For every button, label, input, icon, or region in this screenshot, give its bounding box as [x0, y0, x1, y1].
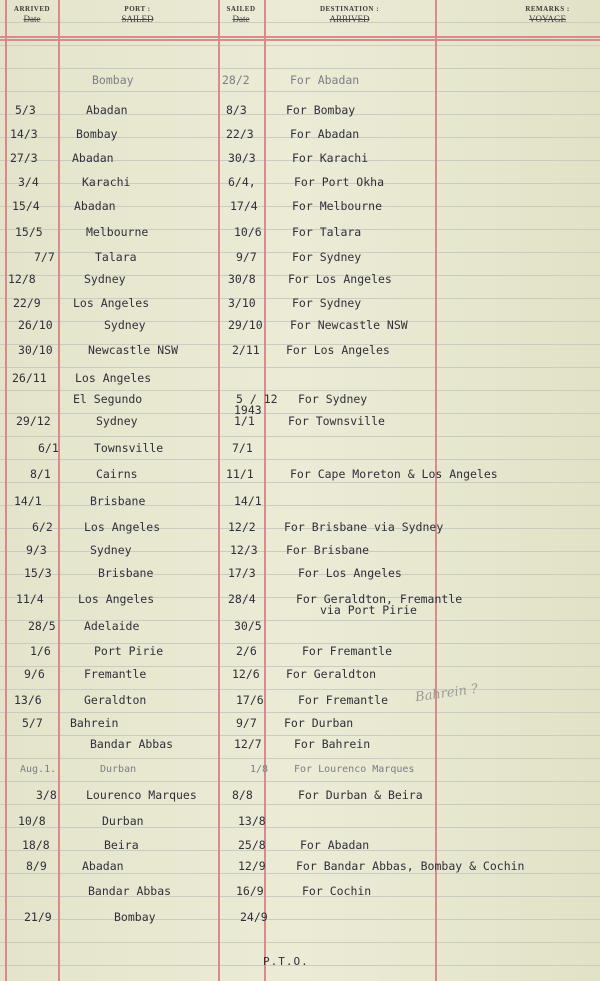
row-sailed: 7/1 — [232, 441, 253, 455]
row-arrived: 14/1 — [14, 494, 42, 508]
column-rule — [264, 0, 266, 981]
row-port: Sydney — [84, 272, 126, 286]
row-port: Cairns — [96, 467, 138, 481]
row-destination: For Abadan — [290, 127, 360, 141]
row-sailed: 17/6 — [236, 693, 264, 707]
row-destination: For Fremantle — [298, 693, 389, 707]
row-arrived: 8/9 — [26, 859, 47, 873]
row-arrived: 1/6 — [30, 644, 51, 658]
row-port: Los Angeles — [84, 520, 161, 534]
row-port: Beira — [104, 838, 139, 852]
row-arrived: 13/6 — [14, 693, 42, 707]
row-port: Newcastle NSW — [88, 343, 179, 357]
row-port: Bandar Abbas — [88, 884, 172, 898]
header-rule — [0, 39, 600, 41]
row-port: Los Angeles — [75, 371, 152, 385]
row-sailed: 9/7 — [236, 716, 257, 730]
row-sailed: 30/5 — [234, 619, 262, 633]
header-arrived-label: ARRIVED — [13, 5, 51, 13]
row-arrived: 8/1 — [30, 467, 51, 481]
row-destination: For Sydney — [292, 250, 362, 264]
header-port-label: PORT : — [124, 5, 151, 13]
row-sailed: 22/3 — [226, 127, 254, 141]
row-sailed: 1/8 — [250, 764, 269, 775]
row-destination: For Abadan — [300, 838, 370, 852]
header-destination — [266, 5, 433, 24]
header-port — [60, 5, 215, 24]
row-port: Sydney — [104, 318, 146, 332]
row-arrived: 11/4 — [16, 592, 44, 606]
row-sailed: 1/1 — [234, 414, 255, 428]
row-sailed: 12/3 — [230, 543, 258, 557]
row-arrived: 21/9 — [24, 910, 52, 924]
row-destination: For Brisbane — [286, 543, 370, 557]
row-sailed: 12/9 — [238, 859, 266, 873]
row-destination: For Sydney — [298, 392, 368, 406]
row-destination: For Fremantle — [302, 644, 393, 658]
row-destination: For Durban & Beira — [298, 788, 423, 802]
row-destination: For Bahrein — [294, 737, 371, 751]
row-arrived: 10/8 — [18, 814, 46, 828]
row-arrived: 30/10 — [18, 343, 53, 357]
row-port: Abadan — [74, 199, 116, 213]
row-port: Karachi — [82, 175, 131, 189]
row-arrived: 15/4 — [12, 199, 40, 213]
row-arrived: 5/7 — [22, 716, 43, 730]
row-port: Abadan — [72, 151, 114, 165]
row-arrived: 7/7 — [34, 250, 55, 264]
row-destination: For Durban — [284, 716, 354, 730]
row-arrived: 28/5 — [28, 619, 56, 633]
row-sailed: 28/2 — [222, 73, 250, 87]
row-sailed: 14/1 — [234, 494, 262, 508]
header-sailed — [220, 5, 262, 24]
row-port: Bahrein — [70, 716, 119, 730]
row-sailed: 17/4 — [230, 199, 258, 213]
row-destination: For Los Angeles — [298, 566, 402, 580]
row-destination: For Townsville — [288, 414, 385, 428]
row-sailed: 17/3 — [228, 566, 256, 580]
row-port: Bombay — [76, 127, 118, 141]
row-port: El Segundo — [73, 392, 143, 406]
row-destination: For Abadan — [290, 73, 360, 87]
row-sailed: 30/8 — [228, 272, 256, 286]
row-port: Abadan — [82, 859, 124, 873]
row-arrived: 6/1 — [38, 441, 59, 455]
row-destination: For Newcastle NSW — [290, 318, 408, 332]
row-sailed: 16/9 — [236, 884, 264, 898]
row-sailed: 12/6 — [232, 667, 260, 681]
header-sailed-label: SAILED — [226, 5, 256, 13]
row-port: Durban — [100, 764, 137, 775]
row-port: Durban — [102, 814, 144, 828]
row-arrived: 26/10 — [18, 318, 53, 332]
row-port: Sydney — [90, 543, 132, 557]
header-arrived — [8, 5, 56, 24]
header-rule — [0, 36, 600, 38]
row-sailed: 3/10 — [228, 296, 256, 310]
row-arrived: 22/9 — [13, 296, 41, 310]
row-arrived: 29/12 — [16, 414, 51, 428]
row-port: Port Pirie — [94, 644, 164, 658]
row-sailed: 28/4 — [228, 592, 256, 606]
row-arrived: 15/3 — [24, 566, 52, 580]
row-destination: For Cape Moreton & Los Angeles — [290, 467, 498, 481]
row-sailed: 8/8 — [232, 788, 253, 802]
header-destination-struck: ARRIVED — [329, 14, 370, 24]
row-sailed: 24/9 — [240, 910, 268, 924]
row-port: Adelaide — [84, 619, 140, 633]
row-port: Bombay — [114, 910, 156, 924]
header-remarks — [500, 5, 595, 24]
row-port: Bandar Abbas — [90, 737, 174, 751]
row-arrived: 15/5 — [15, 225, 43, 239]
row-sailed: 9/7 — [236, 250, 257, 264]
row-destination: For Bandar Abbas, Bombay & Cochin — [296, 859, 525, 873]
row-port: Fremantle — [84, 667, 147, 681]
row-destination: For Karachi — [292, 151, 369, 165]
row-destination: via Port Pirie — [320, 603, 417, 617]
header-arrived-struck: Date — [23, 14, 41, 24]
row-destination: For Lourenco Marques — [294, 764, 415, 775]
row-port: Townsville — [94, 441, 164, 455]
footer-pto: P.T.O. — [263, 955, 309, 968]
header-sailed-struck: Date — [232, 14, 250, 24]
row-sailed: 11/1 — [226, 467, 254, 481]
row-sailed: 1943 — [234, 403, 262, 417]
row-sailed: 8/3 — [226, 103, 247, 117]
row-destination: For Cochin — [302, 884, 372, 898]
row-destination: For Talara — [292, 225, 362, 239]
row-destination: For Geraldton, Fremantle — [296, 592, 463, 606]
row-arrived: 9/3 — [26, 543, 47, 557]
row-destination: For Port Okha — [294, 175, 385, 189]
row-arrived: 9/6 — [24, 667, 45, 681]
row-sailed: 13/8 — [238, 814, 266, 828]
row-sailed: 2/6 — [236, 644, 257, 658]
row-arrived: 5/3 — [15, 103, 36, 117]
row-port: Sydney — [96, 414, 138, 428]
column-rule — [218, 0, 220, 981]
row-arrived: 27/3 — [10, 151, 38, 165]
row-destination: For Brisbane via Sydney — [284, 520, 444, 534]
row-sailed: 29/10 — [228, 318, 263, 332]
row-arrived: 26/11 — [12, 371, 47, 385]
row-arrived: Aug.1. — [20, 764, 57, 775]
row-port: Los Angeles — [73, 296, 150, 310]
row-destination: For Los Angeles — [288, 272, 392, 286]
row-arrived: 14/3 — [10, 127, 38, 141]
row-sailed: 10/6 — [234, 225, 262, 239]
row-destination: For Geraldton — [286, 667, 377, 681]
header-port-struck: SAILED — [121, 14, 154, 24]
row-destination: For Bombay — [286, 103, 356, 117]
row-sailed: 12/2 — [228, 520, 256, 534]
row-destination: For Los Angeles — [286, 343, 390, 357]
row-sailed: 12/7 — [234, 737, 262, 751]
column-rule — [435, 0, 437, 981]
row-sailed: 30/3 — [228, 151, 256, 165]
row-arrived: 12/8 — [8, 272, 36, 286]
row-arrived: 6/2 — [32, 520, 53, 534]
row-port: Lourenco Marques — [86, 788, 197, 802]
row-destination: For Sydney — [292, 296, 362, 310]
pencil-note: Bahrein ? — [414, 681, 479, 706]
row-port: Brisbane — [90, 494, 146, 508]
column-rule — [5, 0, 7, 981]
row-destination: For Melbourne — [292, 199, 383, 213]
row-sailed: 2/11 — [232, 343, 260, 357]
row-port: Los Angeles — [78, 592, 155, 606]
row-arrived: 3/8 — [36, 788, 57, 802]
header-destination-label: DESTINATION : — [319, 5, 380, 13]
row-arrived: 18/8 — [22, 838, 50, 852]
row-port: Brisbane — [98, 566, 154, 580]
row-sailed: 5 / 12 — [236, 392, 278, 406]
column-rule — [58, 0, 60, 981]
row-port: Bombay — [92, 73, 134, 87]
row-port: Melbourne — [86, 225, 149, 239]
header-remarks-struck: VOYAGE — [529, 14, 566, 24]
row-port: Talara — [95, 250, 137, 264]
row-port: Geraldton — [84, 693, 147, 707]
header-remarks-label: REMARKS : — [525, 5, 570, 13]
row-sailed: 6/4, — [228, 175, 256, 189]
row-sailed: 25/8 — [238, 838, 266, 852]
row-arrived: 3/4 — [18, 175, 39, 189]
row-port: Abadan — [86, 103, 128, 117]
